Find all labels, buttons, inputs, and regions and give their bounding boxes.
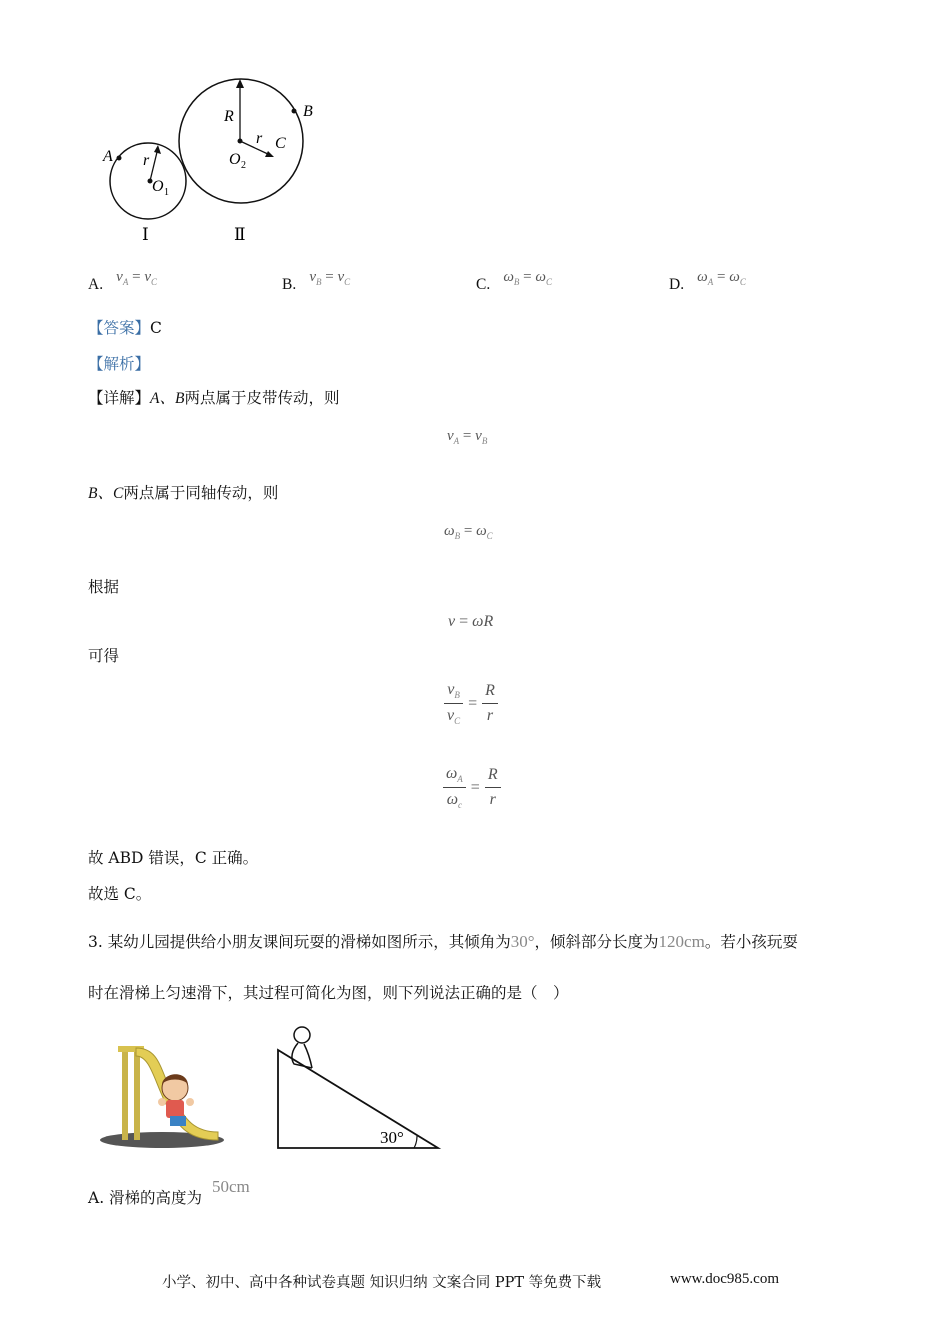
question3-option-a[interactable]: A. 滑梯的高度为 [88, 1189, 203, 1207]
label-o2-sub: 2 [241, 160, 246, 171]
label-c: C [275, 135, 286, 152]
option-c[interactable]: C. $\omega_B = \omega_C$ [476, 269, 552, 293]
detail-line-1: 【详解】A、B两点属于皮带传动，则 [88, 389, 340, 407]
slide-illustration [100, 1040, 230, 1150]
answer-line [88, 321, 162, 337]
equation-1: $v_A = v_B$ [447, 428, 488, 446]
conclusion-1: 故 ABD 错误，C 正确。 [88, 849, 259, 867]
footer-url[interactable]: www.doc985.com [670, 1271, 780, 1287]
slide-triangle-figure [268, 1022, 448, 1157]
option-d[interactable]: D. $\omega_A = \omega_C$ [669, 269, 746, 293]
footer-text: 小学、初中、高中各种试卷真题 知识归纳 文案合同 PPT 等免费下载 [162, 1275, 602, 1291]
question3-option-a-value: 50cm [212, 1177, 250, 1196]
label-wheel-1: Ⅰ [142, 225, 149, 245]
conclusion-2: 故选 C。 [88, 885, 152, 903]
label-o1-sub: 1 [164, 187, 169, 198]
equation-2: $\omega_B = \omega_C$ [444, 523, 493, 541]
detail-line-2: B、C两点属于同轴传动，则 [88, 484, 279, 502]
label-a: A [103, 148, 113, 165]
option-a[interactable]: A. $v_A = v_C$ [88, 269, 157, 293]
equation-4: $\frac{v_B}{v_C}$ = $\frac{R}{r}$ [444, 681, 498, 726]
label-R: R [224, 108, 234, 125]
option-b[interactable]: B. $v_B = v_C$ [282, 269, 351, 293]
label-wheel-2: Ⅱ [234, 225, 246, 245]
analysis-tag: 【解析】 [88, 355, 151, 373]
label-o2: O [229, 151, 241, 168]
label-r-big: r [256, 130, 263, 147]
answer-value: C [150, 319, 162, 337]
equation-3: v = ωR [448, 613, 494, 630]
label-r-small: r [143, 152, 150, 169]
equation-5: $\frac{\omega_A}{\omega_c}$ = $\frac{R}{r}$ [443, 765, 501, 810]
question3-line-2: 时在滑梯上匀速滑下，其过程可简化为图，则下列说法正确的是（ ） [88, 984, 569, 1002]
question3-line-1: 3. 某幼儿园提供给小朋友课间玩耍的滑梯如图所示，其倾角为30°，倾斜部分长度为120cm。若小孩玩耍 [88, 932, 798, 951]
label-o1: O [152, 178, 164, 195]
triangle-angle-label: 30° [380, 1128, 404, 1147]
label-b: B [303, 103, 313, 120]
detail-line-3: 根据 [88, 578, 120, 596]
detail-line-4: 可得 [88, 647, 120, 665]
answer-tag: 【答案】 [88, 319, 151, 337]
wheels-figure [95, 75, 315, 255]
